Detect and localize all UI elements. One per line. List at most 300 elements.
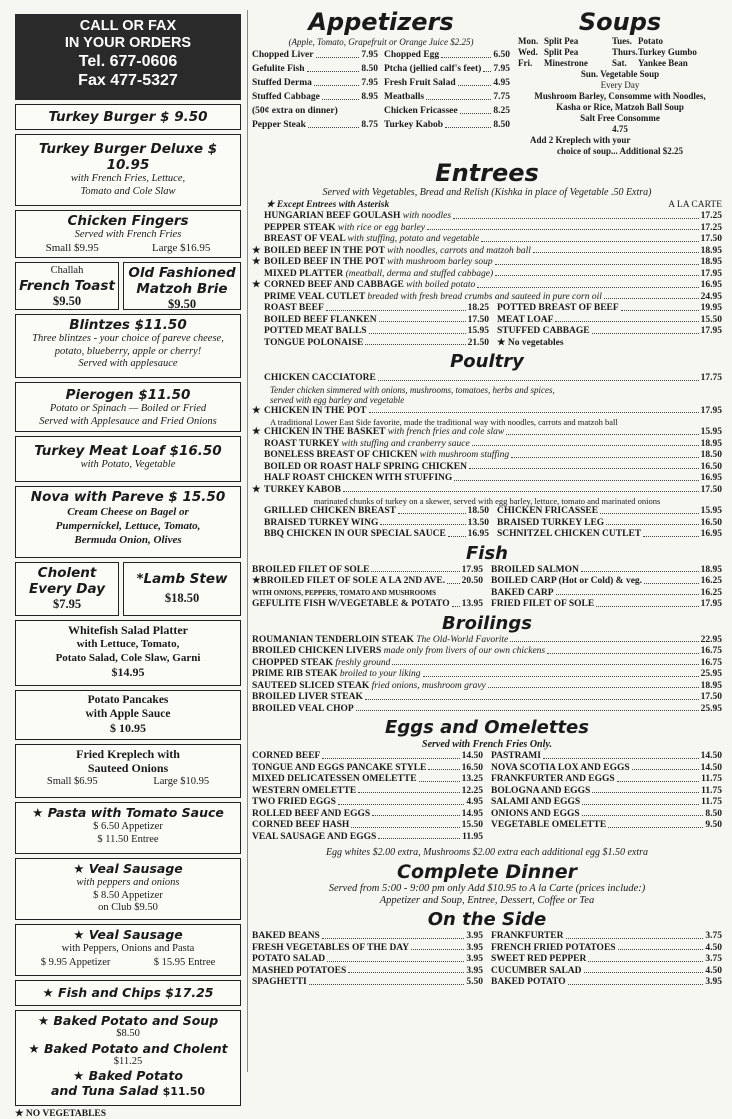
item-price: 25.95 <box>700 703 722 714</box>
turkey-deluxe-title: Turkey Burger Deluxe $ 10.95 <box>38 141 218 173</box>
left-column <box>15 14 241 1119</box>
item-price: 17.75 <box>700 373 722 383</box>
entrees-except: ★ Except Entrees with Asterisk <box>266 200 390 210</box>
soup-day-row <box>518 36 722 47</box>
pierogen-title: Pierogen $11.50 <box>65 387 191 403</box>
item-description: with stuffing, potato and vegetable <box>347 234 480 244</box>
appetizers-sub: (Apple, Tomato, Grapefruit or Orange Juice $2.25) <box>288 37 474 47</box>
veal-sausage-box-1 <box>15 858 241 920</box>
item-name: BRAISED TURKEY LEG <box>497 517 605 528</box>
list-item <box>491 943 722 955</box>
soup-day: Thurs. <box>612 47 638 57</box>
item-price: 8.25 <box>493 106 510 116</box>
baked-potato-box <box>15 1010 241 1106</box>
meat-loaf-title: Turkey Meat Loaf $16.50 <box>34 443 222 459</box>
entrees-a-la-carte: A LA CARTE <box>668 200 722 210</box>
item-name: Stuffed Cabbage <box>252 92 320 102</box>
item-price: 11.75 <box>701 774 722 784</box>
soup-name: Minestrone <box>544 58 588 68</box>
soups-kreplech-price: $2.25 <box>662 146 684 156</box>
kreplech-box <box>15 744 241 798</box>
soup-day-grid <box>518 36 722 69</box>
side-right-col <box>491 931 722 989</box>
right-column <box>252 8 722 989</box>
item-price: 7.75 <box>493 92 510 102</box>
list-item <box>497 326 722 338</box>
item-price: 8.50 <box>705 808 722 819</box>
list-item <box>252 774 483 786</box>
soup-name: Split Pea <box>544 36 579 46</box>
fish-section <box>252 543 722 611</box>
list-item <box>252 473 722 485</box>
kreplech-large: Large $10.95 <box>153 776 210 787</box>
appetizers-col-1 <box>252 48 378 132</box>
dinner-title: Complete Dinner <box>397 861 577 883</box>
item-name: Chopped Egg <box>384 50 440 60</box>
baked-potato-tuna-title-1: ★ Baked Potato <box>73 1068 183 1083</box>
veal-sausage-1-price-1: $ 8.50 Appetizer <box>93 889 163 901</box>
list-item <box>497 518 722 530</box>
call-line-1: CALL OR FAX <box>79 18 177 34</box>
item-name: CHOPPED STEAK <box>252 657 334 668</box>
appetizers-title: Appetizers <box>308 8 454 36</box>
item-description: with rice or egg barley <box>337 222 425 233</box>
soup-day: Wed. <box>518 47 538 57</box>
item-name: BREAST OF VEAL <box>264 234 346 244</box>
item-price: 16.75 <box>700 646 722 656</box>
item-name: MIXED DELICATESSEN OMELETTE <box>252 774 417 784</box>
chicken-fingers-small: Small $9.95 <box>45 241 99 254</box>
item-name: GRILLED CHICKEN BREAST <box>264 506 396 516</box>
matzoh-brie-price: $9.50 <box>167 297 197 311</box>
item-description: with noodles, carrots and matzoh ball <box>387 245 531 256</box>
item-name: SPAGHETTI <box>252 977 307 987</box>
list-item <box>384 104 510 118</box>
item-price: 11.95 <box>462 831 483 842</box>
list-item <box>252 90 378 104</box>
item-name: POTATO SALAD <box>252 954 326 964</box>
poultry-title: Poultry <box>450 351 524 372</box>
item-price: 18.95 <box>700 438 722 449</box>
item-name: BROILED LIVER STEAK <box>252 692 363 702</box>
item-name: CORNED BEEF AND CABBAGE <box>264 280 404 290</box>
poultry-pot-desc: A traditional Lower East Side favorite, made the traditional way with noodles, carrots and matzoh ball <box>270 417 618 427</box>
item-price: 16.25 <box>700 576 722 586</box>
item-price: 17.95 <box>700 268 722 279</box>
item-description: made only from livers of our own chickens <box>383 646 546 656</box>
fish-left-col <box>252 565 483 611</box>
list-item <box>497 303 722 315</box>
item-name: MASHED POTATOES <box>252 965 347 976</box>
list-item <box>252 76 378 90</box>
item-price: 17.95 <box>700 405 722 416</box>
list-item <box>264 506 489 518</box>
item-name: FRENCH FRIED POTATOES <box>491 942 616 953</box>
list-item <box>384 62 510 76</box>
item-name: TONGUE AND EGGS PANCAKE STYLE <box>252 762 427 773</box>
blintzes-box <box>15 314 241 378</box>
french-toast-line-2: French Toast <box>19 277 115 294</box>
matzoh-brie-line-1: Old Fashioned <box>128 265 236 281</box>
list-item <box>252 269 722 281</box>
list-item <box>491 576 722 588</box>
item-price: 7.95 <box>361 78 378 88</box>
list-item <box>252 257 722 269</box>
list-item <box>252 635 722 647</box>
list-item <box>264 338 489 350</box>
lamb-stew-box <box>123 562 241 616</box>
item-price: 15.95 <box>700 506 722 516</box>
soups-kreplech-2: choice of soup... Additional <box>556 146 661 156</box>
nova-desc-1: Cream Cheese on Bagel or <box>67 506 189 518</box>
soups-every-2: Kasha or Rice, Matzoh Ball Soup <box>556 102 684 112</box>
list-item <box>252 943 483 955</box>
soup-day: Mon. <box>518 36 539 46</box>
item-name: PRIME VEAL CUTLET <box>264 291 366 302</box>
item-name: BOILED BEEF FLANKEN <box>264 314 377 325</box>
item-price: 3.95 <box>466 954 483 964</box>
item-description: with stuffing and cranberry sauce <box>341 438 470 449</box>
item-name: HUNGARIAN BEEF GOULASH <box>264 211 401 221</box>
item-name: PEPPER STEAK <box>264 222 336 233</box>
item-price: 18.95 <box>700 564 722 575</box>
entree-left-col <box>264 303 489 349</box>
turkey-deluxe-desc-1: with French Fries, Lettuce, <box>70 173 186 184</box>
item-price: 11.75 <box>701 785 722 796</box>
meat-loaf-box <box>15 436 241 482</box>
fax-number: Fax 477-5327 <box>78 72 178 89</box>
list-item <box>252 809 483 821</box>
list-item <box>491 786 722 798</box>
item-price: 14.50 <box>700 762 722 773</box>
item-price: 18.95 <box>700 245 722 256</box>
item-description: with mushroom barley soup <box>387 257 493 267</box>
list-item <box>491 954 722 966</box>
list-item <box>252 820 483 832</box>
item-price: 14.95 <box>461 808 483 819</box>
baked-potato-cholent-price: $11.25 <box>113 1055 143 1067</box>
item-price: 18.25 <box>467 303 489 313</box>
soups-every-1: Mushroom Barley, Consomme with Noodles, <box>534 91 706 101</box>
toast-brie-row <box>15 262 241 310</box>
broilings-list <box>252 635 722 716</box>
item-name: GEFULITE FISH W/VEGETABLE & POTATO <box>252 599 450 609</box>
item-name: BROILED VEAL CHOP <box>252 703 354 714</box>
soup-day: Sat. <box>612 58 627 68</box>
item-name: CUCUMBER SALAD <box>491 965 582 976</box>
list-item <box>252 751 483 763</box>
list-item <box>252 118 378 132</box>
list-item <box>491 820 722 832</box>
veal-sausage-1-title: ★ Veal Sausage <box>73 861 183 876</box>
list-item <box>252 280 722 292</box>
list-item <box>252 427 722 439</box>
item-name: SAUTEED SLICED STEAK <box>252 680 370 691</box>
item-name: BROILED FILET OF SOLE <box>252 564 370 575</box>
item-name: VEGETABLE OMELETTE <box>491 820 607 830</box>
item-name: FRIED FILET OF SOLE <box>491 599 595 609</box>
item-description: freshly ground <box>335 657 391 668</box>
cholent-line-1: Cholent <box>37 565 97 581</box>
item-price: 16.50 <box>461 762 483 773</box>
item-price: 16.50 <box>700 461 722 472</box>
item-price: 20.50 <box>461 576 483 586</box>
blintzes-desc-1: Three blintzes - your choice of pareve cheese, <box>32 333 224 344</box>
item-name: WITH ONIONS, PEPPERS, TOMATO AND MUSHROOMS <box>252 588 437 597</box>
item-price: 11.75 <box>701 797 722 807</box>
item-price: 18.95 <box>700 680 722 691</box>
list-item <box>491 588 722 600</box>
item-price: 4.95 <box>493 78 510 88</box>
item-name: BROILED CHICKEN LIVERS <box>252 646 382 656</box>
item-price: 13.50 <box>467 517 489 528</box>
pancakes-line-2: with Apple Sauce <box>85 708 171 720</box>
list-item <box>497 529 722 541</box>
item-name: ROAST BEEF <box>264 303 324 313</box>
soup-name: Yankee Bean <box>638 58 688 68</box>
item-name: ROLLED BEEF AND EGGS <box>252 808 371 819</box>
blintzes-desc-3: Served with applesauce <box>78 358 178 369</box>
soup-day-row <box>518 58 722 69</box>
item-price: 19.95 <box>700 303 722 313</box>
item-price: 17.95 <box>700 599 722 609</box>
list-item <box>491 809 722 821</box>
item-name: CORNED BEEF HASH <box>252 820 350 830</box>
item-name: CHICKEN FRICASSEE <box>497 506 599 516</box>
item-name: PRIME RIB STEAK <box>252 669 338 679</box>
item-name: FRANKFURTER <box>491 931 564 941</box>
kreplech-line-1: Fried Kreplech with <box>76 747 180 761</box>
item-price: 17.50 <box>700 234 722 244</box>
call-line-2: IN YOUR ORDERS <box>64 35 192 51</box>
item-price: 7.95 <box>361 50 378 60</box>
item-name: Gefulite Fish <box>252 64 305 74</box>
item-name: Chicken Fricassee <box>384 106 458 116</box>
item-name: CORNED BEEF <box>252 751 321 761</box>
item-name: SCHNITZEL CHICKEN CUTLET <box>497 529 642 539</box>
whitefish-price: $14.95 <box>111 665 145 679</box>
item-description: breaded with fresh bread crumbs and sauteed in pure corn oil <box>367 291 602 302</box>
veal-sausage-2-title: ★ Veal Sausage <box>73 927 183 942</box>
list-item <box>252 62 378 76</box>
list-item <box>252 104 378 118</box>
item-name: BOILED OR ROAST HALF SPRING CHICKEN <box>264 461 467 472</box>
eggs-right-col <box>491 751 722 843</box>
item-price: 4.50 <box>705 965 722 976</box>
item-description: broiled to your liking <box>339 669 421 679</box>
item-name: MEAT LOAF <box>497 314 554 325</box>
whitefish-box <box>15 620 241 686</box>
kreplech-line-2: Sauteed Onions <box>87 761 169 775</box>
list-item <box>491 977 722 989</box>
chicken-fingers-title: Chicken Fingers <box>67 213 189 229</box>
item-price: 15.50 <box>461 820 483 830</box>
item-price: 5.50 <box>466 977 483 987</box>
item-price: 3.95 <box>466 942 483 953</box>
item-name: CHICKEN IN THE BASKET <box>264 427 386 437</box>
item-price: 14.50 <box>700 751 722 761</box>
matzoh-brie-box <box>123 262 241 310</box>
item-name: BAKED BEANS <box>252 931 320 941</box>
blintzes-title: Blintzes $11.50 <box>69 317 187 333</box>
list-item <box>384 76 510 90</box>
item-name: POTTED BREAST OF BEEF <box>497 303 619 313</box>
list-item <box>497 338 722 350</box>
list-item <box>252 681 722 693</box>
chicken-fingers-large: Large $16.95 <box>151 241 211 254</box>
item-description: fried onions, mushroom gravy <box>371 680 486 691</box>
item-price: 3.95 <box>705 977 722 987</box>
item-name: BOLOGNA AND EGGS <box>491 785 591 796</box>
pasta-title: ★ Pasta with Tomato Sauce <box>32 805 224 820</box>
item-price: 22.95 <box>700 634 722 645</box>
item-price: 3.95 <box>466 931 483 941</box>
entrees-sub: Served with Vegetables, Bread and Relish (Kishka in place of Vegetable .50 Extra) <box>322 187 652 198</box>
entree-right-col <box>497 303 722 349</box>
eggs-note: Egg whites $2.00 extra, Mushrooms $2.00 extra each additional egg $1.50 extra <box>325 847 649 858</box>
list-item <box>252 599 483 611</box>
eggs-left-col <box>252 751 483 843</box>
list-item <box>252 439 722 451</box>
fish-chips-box <box>15 980 241 1006</box>
item-price: 15.95 <box>700 427 722 437</box>
star-marker: ★ <box>252 257 261 267</box>
item-description: with boiled potato <box>406 280 476 290</box>
baked-potato-tuna-price: $11.50 <box>162 1085 206 1098</box>
lamb-stew-title: *Lamb Stew <box>136 571 228 587</box>
item-name: WESTERN OMELETTE <box>252 785 357 796</box>
item-price: 16.25 <box>700 587 722 598</box>
fish-chips-title: ★ Fish and Chips $17.25 <box>42 985 214 1000</box>
item-price: 9.50 <box>705 820 722 830</box>
item-price: 14.50 <box>461 751 483 761</box>
item-name: Pepper Steak <box>252 120 306 130</box>
list-item <box>252 223 722 235</box>
veal-sausage-1-price-2: on Club $9.50 <box>98 902 158 913</box>
lamb-stew-price: $18.50 <box>164 591 200 605</box>
list-item <box>252 646 722 658</box>
item-name: TURKEY KABOB <box>264 484 341 495</box>
item-name: HALF ROAST CHICKEN WITH STUFFING <box>264 473 453 483</box>
cholent-box <box>15 562 119 616</box>
chicken-fingers-box <box>15 210 241 258</box>
item-price: 17.50 <box>467 314 489 325</box>
item-description: The Old-World Favorite <box>416 634 509 645</box>
item-price: 13.25 <box>461 774 483 784</box>
veal-sausage-1-desc: with peppers and onions <box>76 877 180 888</box>
appetizers-section <box>252 8 510 157</box>
pancakes-price: $ 10.95 <box>110 721 146 735</box>
item-name: (50¢ extra on dinner) <box>252 106 338 116</box>
list-item <box>252 588 483 600</box>
list-item <box>264 315 489 327</box>
soup-name: Turkey Gumbo <box>638 47 697 57</box>
item-name: PASTRAMI <box>491 751 541 761</box>
list-item <box>491 599 722 611</box>
soup-day: Tues. <box>612 36 632 46</box>
item-price: 17.95 <box>461 564 483 575</box>
item-name: ROAST TURKEY <box>264 438 340 449</box>
list-item <box>264 303 489 315</box>
pierogen-desc-1: Potato or Spinach — Boiled or Fried <box>49 403 207 414</box>
item-description: (meatball, derma and stuffed cabbage) <box>345 268 494 279</box>
item-name: CHICKEN IN THE POT <box>264 405 367 416</box>
item-price: 18.50 <box>700 450 722 460</box>
list-item <box>264 529 489 541</box>
list-item <box>252 292 722 304</box>
list-item <box>497 315 722 327</box>
soups-section <box>518 8 722 157</box>
item-price: 6.50 <box>493 50 510 60</box>
item-price: 16.95 <box>700 473 722 483</box>
item-price: 16.95 <box>700 529 722 539</box>
soups-title: Soups <box>578 8 662 36</box>
turkey-deluxe-box <box>15 134 241 206</box>
item-price: 25.95 <box>700 669 722 679</box>
entrees-section <box>252 159 722 349</box>
item-name: VEAL SAUSAGE AND EGGS <box>252 831 377 842</box>
nova-desc-2: Pumpernickel, Lettuce, Tomato, <box>55 520 201 532</box>
list-item <box>384 48 510 62</box>
item-price: 21.50 <box>467 337 489 348</box>
item-price: 12.25 <box>461 785 483 796</box>
list-item <box>491 931 722 943</box>
pierogen-desc-2: Served with Applesauce and Fried Onions <box>39 415 217 427</box>
item-price: 3.75 <box>705 954 722 964</box>
item-price: 3.95 <box>466 965 483 976</box>
pancakes-line-1: Potato Pancakes <box>87 694 169 706</box>
item-price: 17.50 <box>700 692 722 702</box>
baked-potato-cholent-title: ★ Baked Potato and Cholent <box>28 1040 228 1056</box>
item-name: STUFFED CABBAGE <box>497 326 590 336</box>
list-item <box>384 118 510 132</box>
item-name: TWO FRIED EGGS <box>252 797 336 807</box>
item-name: Ptcha (jellied calf's feet) <box>384 64 482 74</box>
item-name: BOILED CARP (Hot or Cold) & veg. <box>491 576 643 586</box>
veal-sausage-2-price-1: $ 9.95 Appetizer <box>40 956 111 968</box>
item-price: 18.50 <box>467 506 489 516</box>
dinner-section <box>252 861 722 907</box>
list-item <box>252 763 483 775</box>
soups-every-day: Every Day <box>600 80 640 90</box>
list-item <box>252 832 483 844</box>
list-item <box>491 966 722 978</box>
item-name: Stuffed Derma <box>252 78 312 88</box>
item-name: BONELESS BREAST OF CHICKEN <box>264 450 418 460</box>
list-item <box>491 565 722 577</box>
item-price: 16.95 <box>700 280 722 290</box>
list-item <box>252 704 722 716</box>
baked-potato-soup-title: ★ Baked Potato and Soup <box>37 1013 219 1028</box>
item-name: BAKED CARP <box>491 587 554 598</box>
list-item <box>384 90 510 104</box>
item-price: 4.50 <box>705 942 722 953</box>
list-item <box>264 518 489 530</box>
pancakes-box <box>15 690 241 740</box>
eggs-sub: Served with French Fries Only. <box>422 739 552 750</box>
poultry-section <box>252 351 722 541</box>
pierogen-box <box>15 382 241 432</box>
item-price: 17.50 <box>700 484 722 495</box>
soup-day: Fri. <box>518 58 533 68</box>
item-price: 16.50 <box>700 517 722 528</box>
item-name: BRAISED TURKEY WING <box>264 517 379 528</box>
list-item <box>252 977 483 989</box>
poultry-cacc-desc-1: Tender chicken simmered with onions, mushrooms, tomatoes, herbs and spices, <box>270 384 555 395</box>
soups-every-3: Salt Free Consomme <box>580 113 660 123</box>
star-marker: ★ <box>252 280 261 290</box>
phone-number: Tel. 677-0606 <box>78 53 178 70</box>
